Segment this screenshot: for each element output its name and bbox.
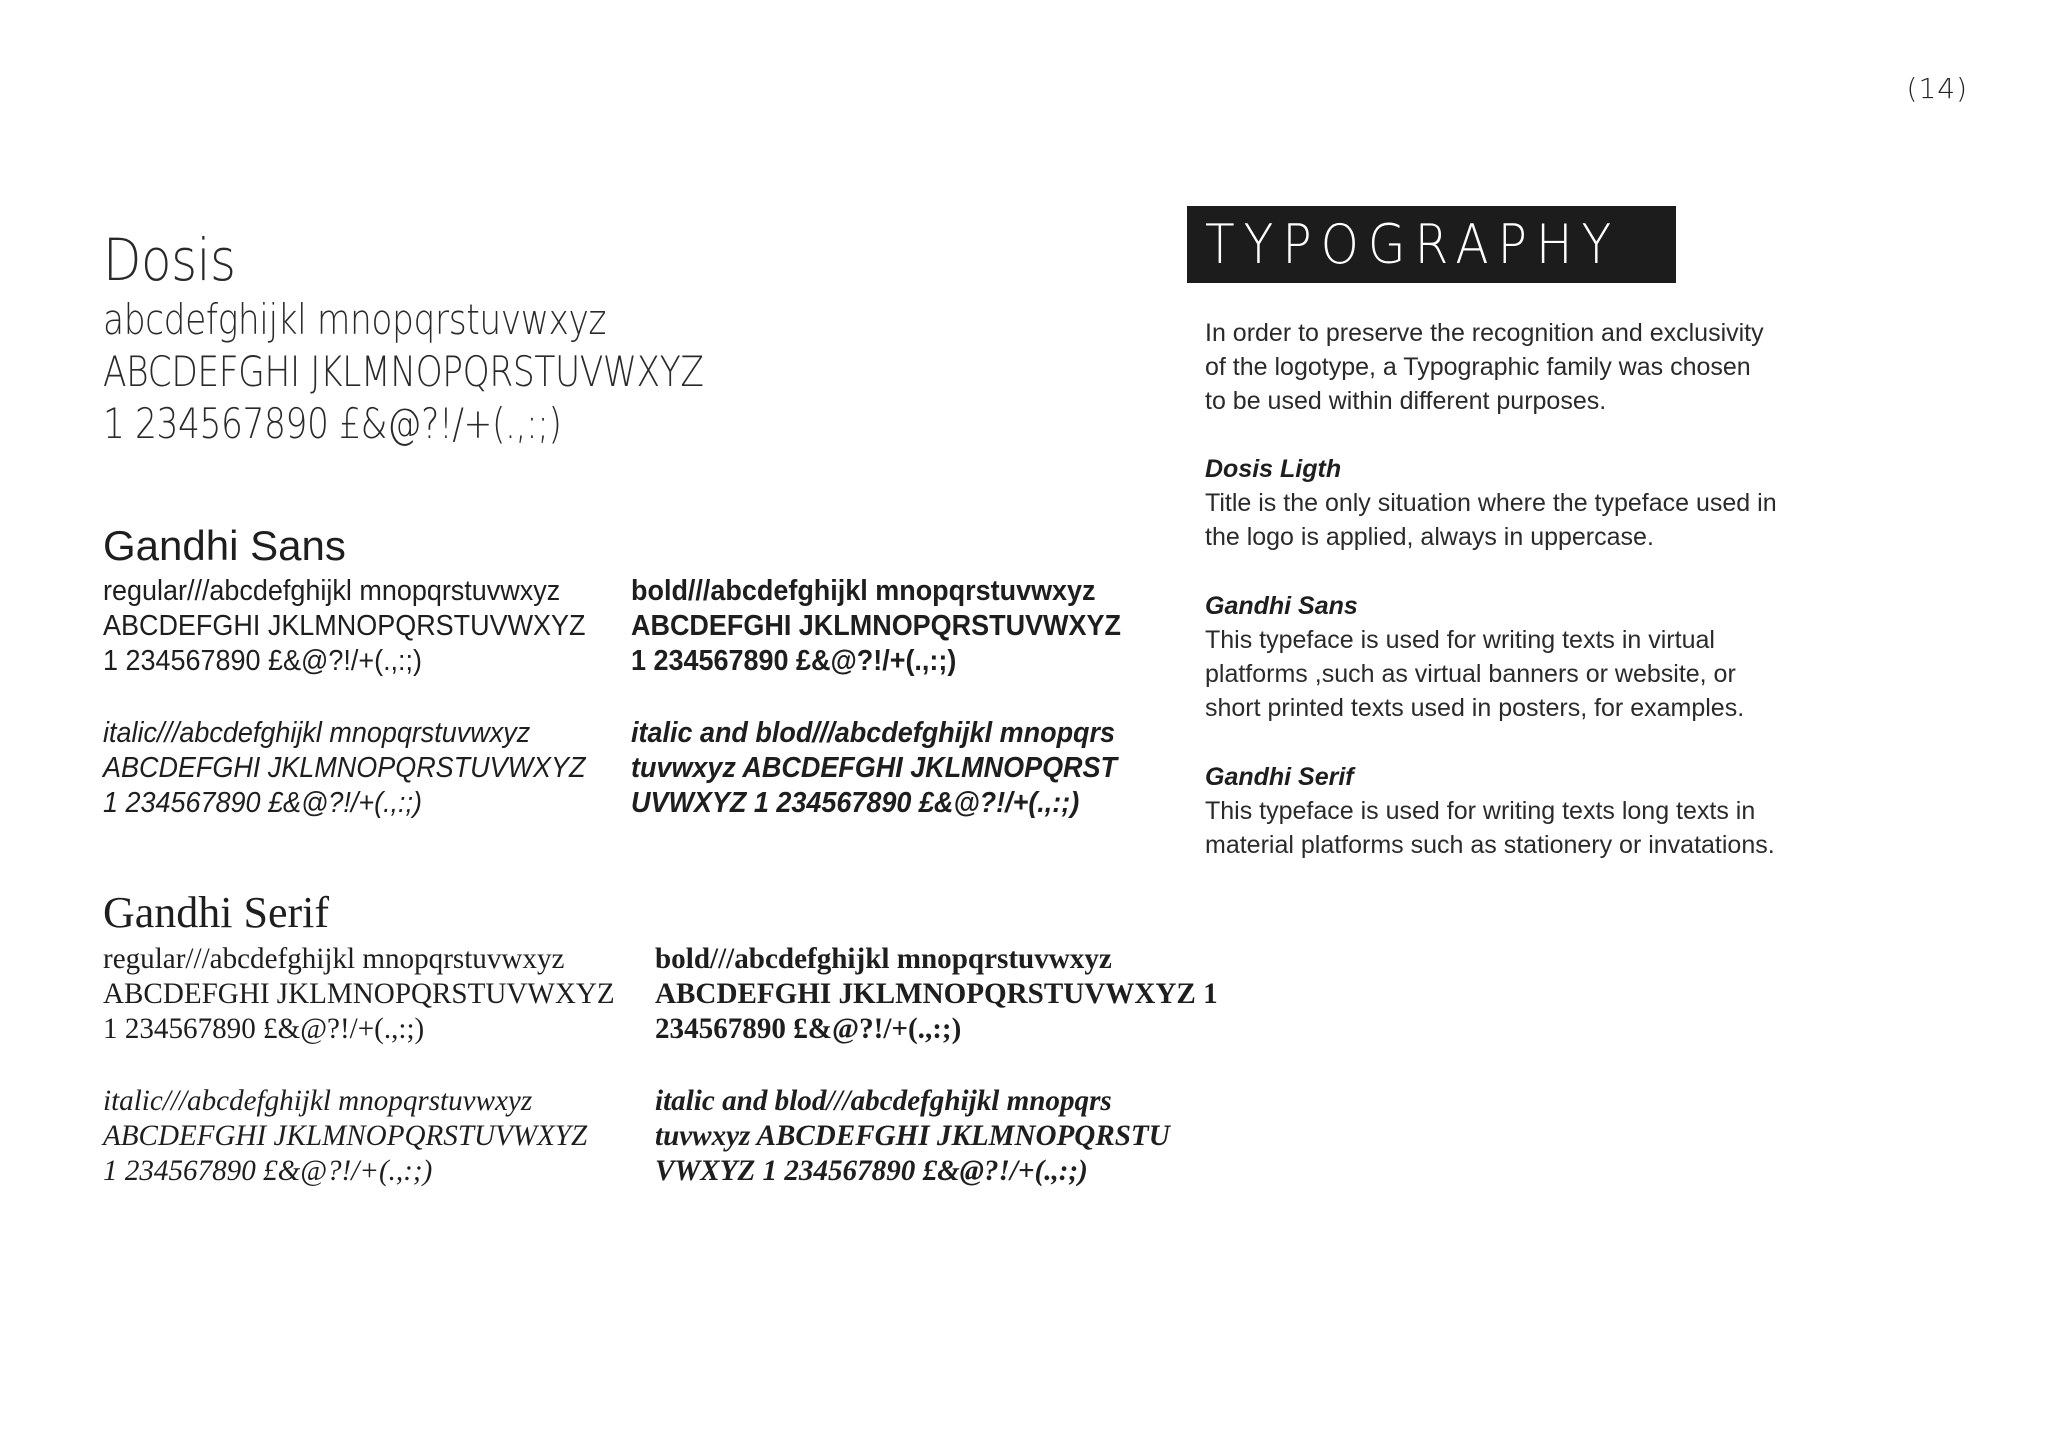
gandhi-sans-title: Gandhi Sans bbox=[103, 522, 346, 569]
specimen-line: tuvwxyz ABCDEFGHI JKLMNOPQRSTU bbox=[655, 1119, 1170, 1152]
dosis-light-description bbox=[1205, 452, 1845, 554]
dosis-title: Dosis bbox=[103, 226, 236, 294]
typography-heading: TYPOGRAPHY bbox=[1205, 213, 1621, 276]
specimen-line: 1 234567890 £&@?!/+(.,:;) bbox=[103, 645, 423, 677]
specimen-line: italic///abcdefghijkl mnopqrstuvwxyz bbox=[103, 717, 531, 749]
paragraph-line: of the logotype, a Typographic family was chosen bbox=[1205, 353, 1751, 381]
specimen-line: bold///abcdefghijkl mnopqrstuvwxyz bbox=[655, 942, 1112, 975]
specimen-line: ABCDEFGHI JKLMNOPQRSTUVWXYZ bbox=[631, 610, 1121, 642]
specimen-line: italic///abcdefghijkl mnopqrstuvwxyz bbox=[103, 1084, 533, 1117]
dosis-specimen bbox=[103, 226, 835, 450]
specimen-line: 234567890 £&@?!/+(.,:;) bbox=[655, 1012, 962, 1045]
paragraph-line: to be used within different purposes. bbox=[1205, 387, 1607, 415]
dosis-uppercase-line: ABCDEFGHI JKLMNOPQRSTUVWXYZ bbox=[103, 347, 704, 396]
typography-heading-banner bbox=[1187, 206, 1676, 283]
gandhi-serif-title: Gandhi Serif bbox=[103, 888, 330, 937]
section-subtitle: Gandhi Sans bbox=[1205, 592, 1358, 620]
paragraph-line: This typeface is used for writing texts long texts in bbox=[1205, 797, 1756, 825]
paragraph-line: Title is the only situation where the typeface used in bbox=[1205, 489, 1777, 517]
specimen-line: ABCDEFGHI JKLMNOPQRSTUVWXYZ bbox=[103, 752, 586, 784]
paragraph-line: the logo is applied, always in uppercase. bbox=[1205, 523, 1654, 551]
specimen-line: tuvwxyz ABCDEFGHI JKLMNOPQRST bbox=[631, 752, 1118, 784]
specimen-line: 1 234567890 £&@?!/+(.,:;) bbox=[103, 787, 423, 819]
typography-intro bbox=[1205, 316, 1845, 418]
dosis-lowercase-line: abcdefghijkl mnopqrstuvwxyz bbox=[103, 295, 607, 344]
gandhi-serif-description bbox=[1205, 760, 1845, 862]
specimen-line: regular///abcdefghijkl mnopqrstuvwxyz bbox=[103, 942, 565, 975]
gandhi-serif-regular-specimen bbox=[103, 941, 631, 1046]
specimen-line: 1 234567890 £&@?!/+(.,:;) bbox=[103, 1012, 425, 1045]
page-number: (14) bbox=[1906, 72, 1968, 105]
paragraph-line: This typeface is used for writing texts in virtual bbox=[1205, 626, 1715, 654]
gandhi-sans-italic-specimen bbox=[103, 716, 622, 821]
section-subtitle: Dosis Ligth bbox=[1205, 455, 1342, 483]
specimen-line: 1 234567890 £&@?!/+(.,:;) bbox=[631, 645, 957, 677]
gandhi-sans-description bbox=[1205, 589, 1845, 725]
paragraph-line: material platforms such as stationery or invatations. bbox=[1205, 831, 1775, 859]
paragraph-line: short printed texts used in posters, for examples. bbox=[1205, 694, 1745, 722]
specimen-line: VWXYZ 1 234567890 £&@?!/+(.,:;) bbox=[655, 1154, 1088, 1187]
gandhi-sans-bold-specimen bbox=[631, 574, 1158, 679]
specimen-line: italic and blod///abcdefghijkl mnopqrs bbox=[631, 717, 1116, 749]
specimen-line: 1 234567890 £&@?!/+(.,:;) bbox=[103, 1154, 433, 1187]
specimen-line: ABCDEFGHI JKLMNOPQRSTUVWXYZ 1 bbox=[655, 977, 1218, 1010]
specimen-line: ABCDEFGHI JKLMNOPQRSTUVWXYZ bbox=[103, 610, 586, 642]
paragraph-line: platforms ,such as virtual banners or website, or bbox=[1205, 660, 1736, 688]
specimen-line: regular///abcdefghijkl mnopqrstuvwxyz bbox=[103, 575, 561, 607]
paragraph-line: In order to preserve the recognition and exclusivity bbox=[1205, 319, 1764, 347]
specimen-line: italic and blod///abcdefghijkl mnopqrs bbox=[655, 1084, 1112, 1117]
dosis-numerals-line: 1 234567890 £&@?!/+(.,:;) bbox=[103, 399, 562, 448]
gandhi-serif-bold-italic-specimen bbox=[655, 1083, 1186, 1188]
specimen-line: bold///abcdefghijkl mnopqrstuvwxyz bbox=[631, 575, 1096, 607]
specimen-line: ABCDEFGHI JKLMNOPQRSTUVWXYZ bbox=[103, 1119, 588, 1152]
specimen-line: UVWXYZ 1 234567890 £&@?!/+(.,:;) bbox=[631, 787, 1080, 819]
gandhi-sans-regular-specimen bbox=[103, 574, 622, 679]
gandhi-serif-bold-specimen bbox=[655, 941, 1235, 1046]
specimen-line: ABCDEFGHI JKLMNOPQRSTUVWXYZ bbox=[103, 977, 615, 1010]
gandhi-serif-italic-specimen bbox=[103, 1083, 602, 1188]
gandhi-sans-bold-italic-specimen bbox=[631, 716, 1154, 821]
section-subtitle: Gandhi Serif bbox=[1205, 763, 1354, 791]
